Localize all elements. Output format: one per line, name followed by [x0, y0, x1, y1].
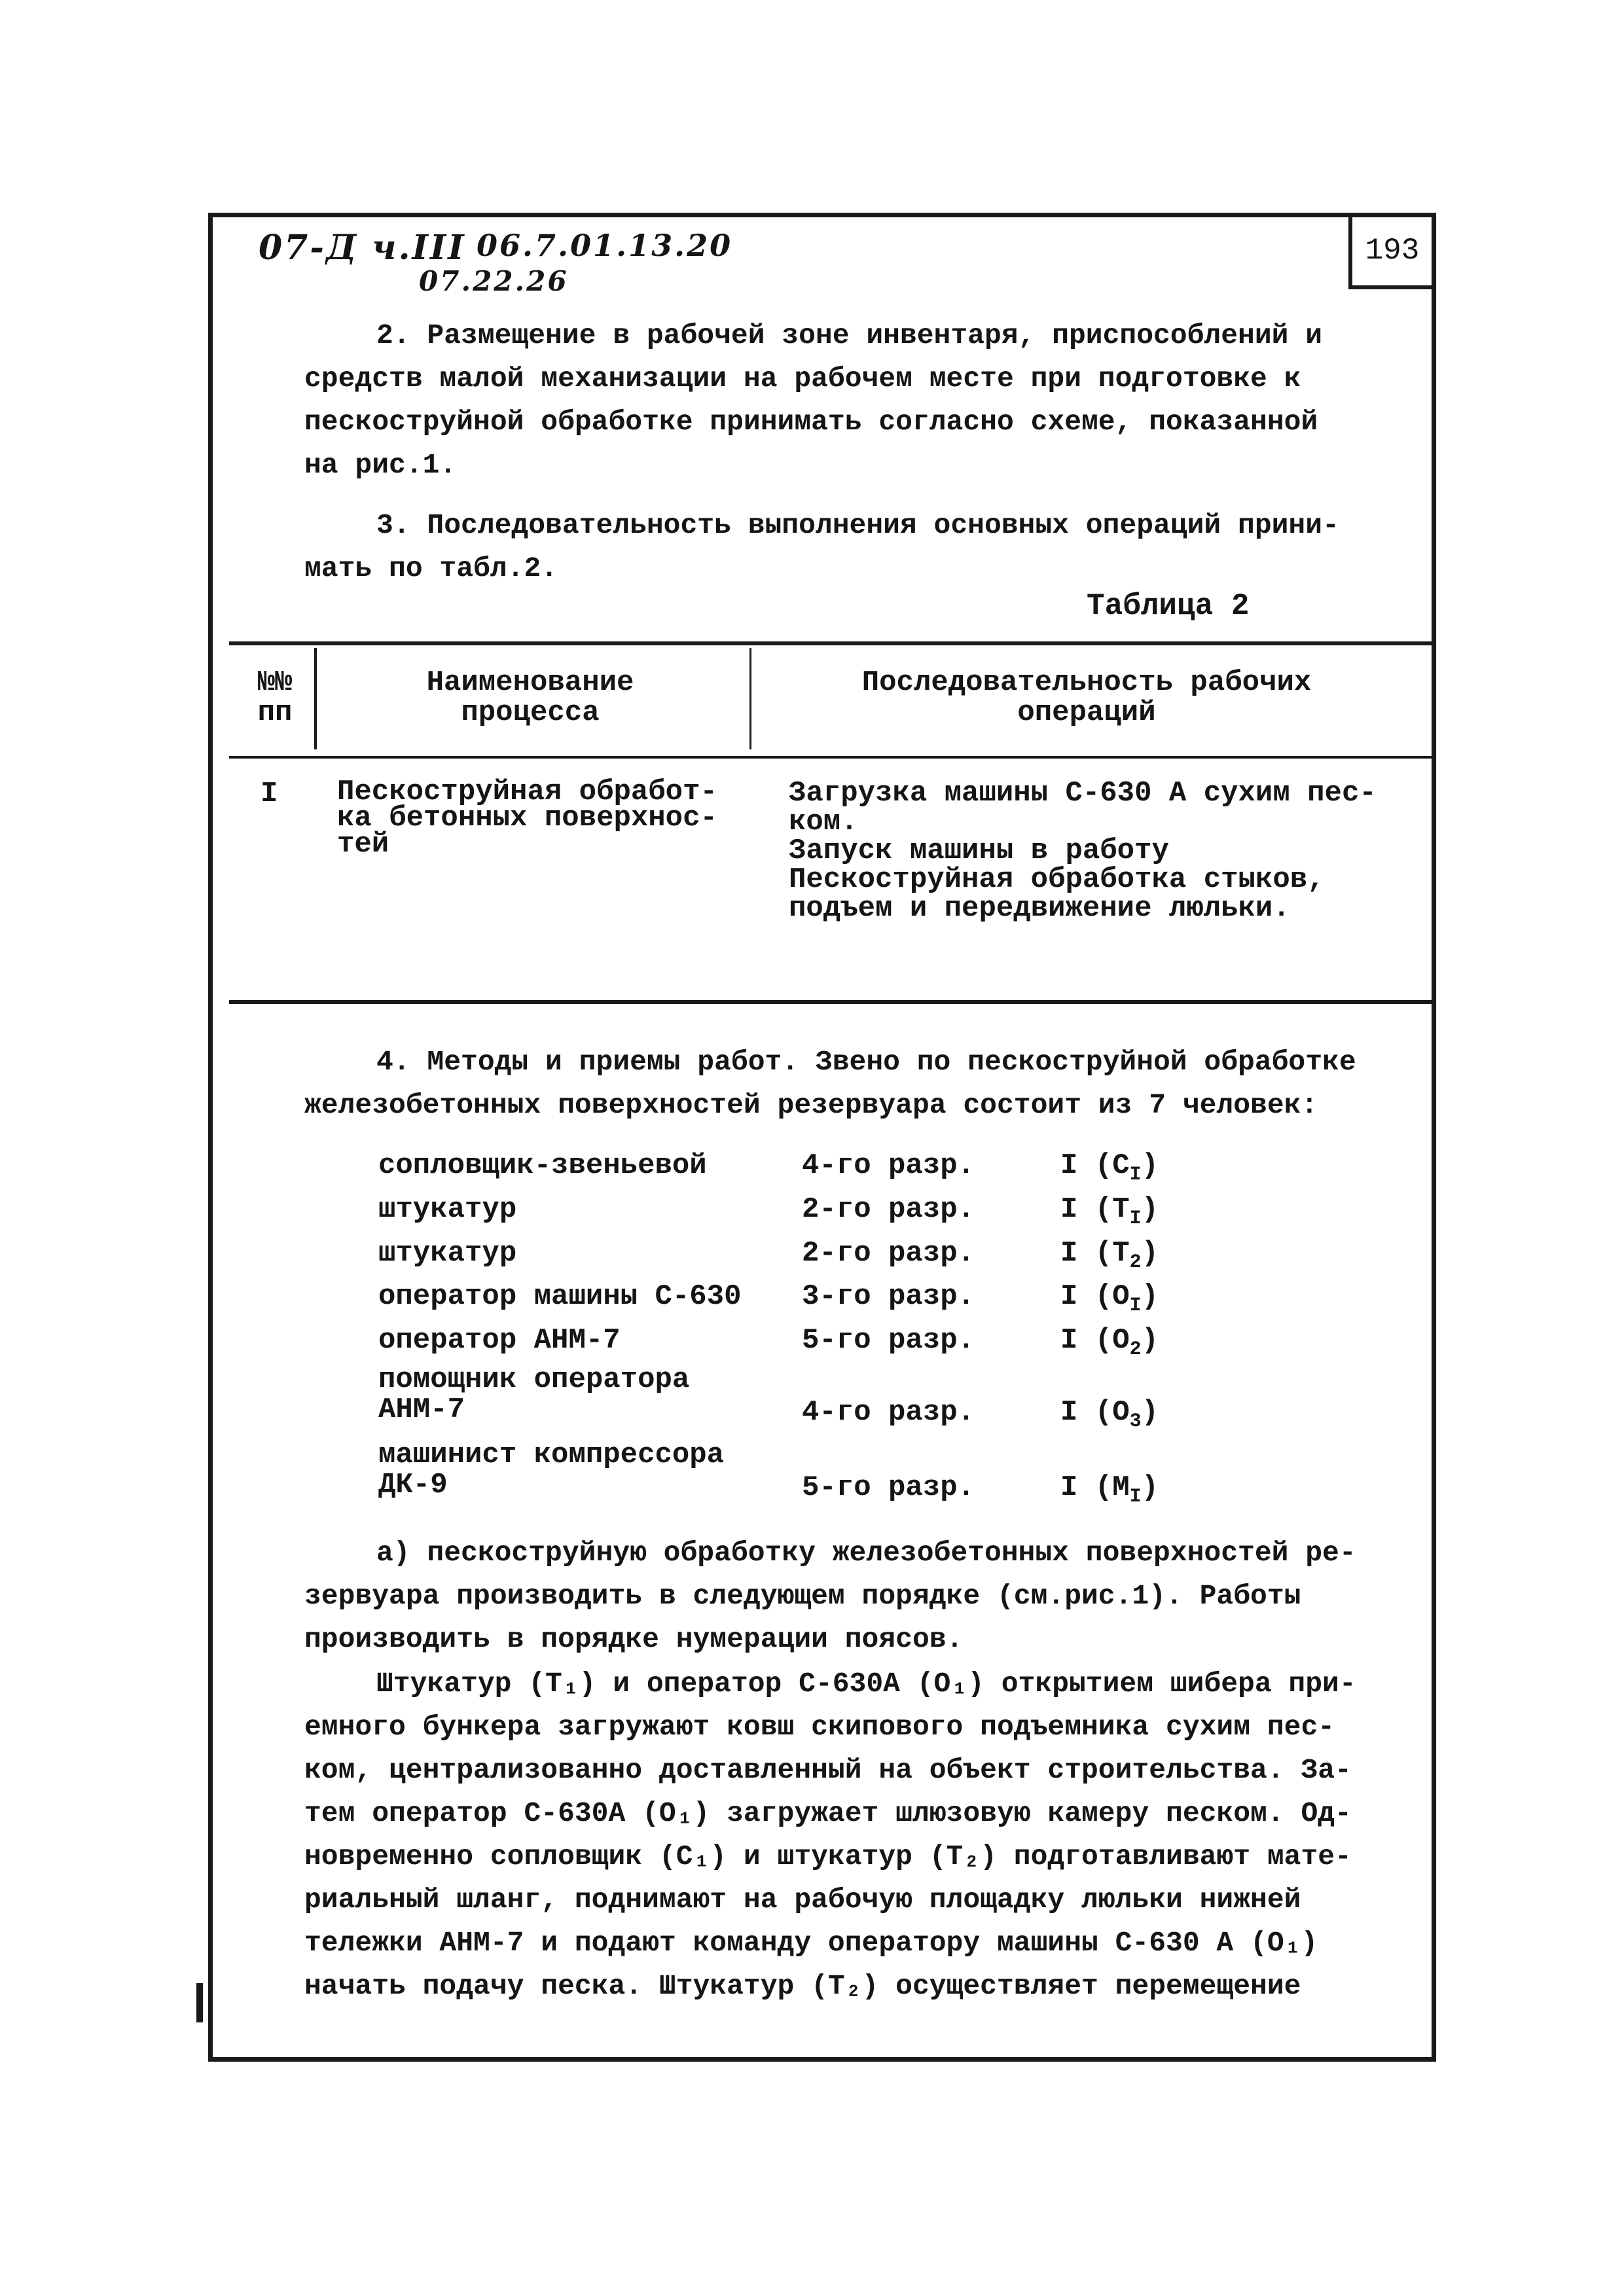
binding-mark — [196, 1983, 203, 2022]
paragraph-line: ком, централизованно доставленный на объект строительства. За- — [304, 1754, 1352, 1786]
cell-line: Пескоструйная обработка стыков, — [789, 863, 1325, 896]
header-text: Наименование — [426, 666, 634, 699]
paragraph-4 — [304, 1041, 1411, 1127]
crew-code-index: I — [1129, 1295, 1142, 1317]
table-header-rule — [229, 756, 1434, 759]
table-header-num — [242, 668, 308, 728]
paragraph-line: а) пескоструйную обработку железобетонных поверхностей ре- — [376, 1537, 1356, 1569]
paragraph-2 — [304, 314, 1411, 487]
crew-role: штукатур — [378, 1237, 517, 1270]
paragraph-line: 3. Последовательность выполнения основных операций прини- — [376, 509, 1339, 541]
doc-code: 07-Д ч.III — [259, 228, 466, 268]
crew-role — [378, 1440, 724, 1500]
crew-code: О — [1112, 1396, 1130, 1429]
crew-role — [378, 1365, 689, 1425]
crew-count: I — [1060, 1280, 1078, 1313]
paragraph-line: на рис.1. — [304, 449, 457, 481]
code-line1: 06.7.01.13.20 — [477, 228, 733, 263]
crew-code: М — [1112, 1471, 1130, 1504]
cell-line: Запуск машины в работу — [789, 834, 1169, 867]
header-text: операций — [1017, 696, 1156, 729]
crew-code-index: I — [1129, 1208, 1142, 1230]
table-col-divider — [749, 648, 751, 749]
crew-role: штукатур — [378, 1193, 517, 1226]
crew-count-code: I $(О_3)$ — [1060, 1396, 1159, 1433]
cell-line: ком. — [789, 806, 858, 838]
crew-code-index: 2 — [1129, 1251, 1142, 1274]
cell-line: тей — [337, 828, 389, 861]
paragraph-a — [304, 1532, 1411, 1661]
table-bottom-rule — [229, 1000, 1434, 1004]
cell-line: Загрузка машины С-630 А сухим пес- — [789, 777, 1377, 810]
crew-role-line: помощник оператора — [378, 1363, 690, 1396]
table-row-operations — [789, 779, 1377, 923]
paragraph-line: 4. Методы и приемы работ. Звено по пескоструйной обработке — [376, 1046, 1356, 1078]
crew-count-code: I $(О_I)$ — [1060, 1280, 1159, 1317]
paragraph-line: Штукатур (Т₁) и оператор С-630А (О₁) открытием шибера при- — [376, 1668, 1356, 1700]
paragraph-line: зервуара производить в следующем порядке (см.рис.1). Работы — [304, 1580, 1301, 1612]
table-header-process — [327, 668, 733, 728]
paragraph-line: тем оператор С-630А (О₁) загружает шлюзовую камеру песком. Од- — [304, 1797, 1352, 1829]
crew-grade: 2-го разр. — [802, 1193, 975, 1226]
table-row-process — [337, 776, 717, 861]
header-text: №№ — [257, 666, 293, 699]
crew-grade: 3-го разр. — [802, 1280, 975, 1313]
cell-line: подъем и передвижение люльки. — [789, 892, 1290, 925]
crew-role-line: ДК-9 — [378, 1469, 448, 1501]
crew-role-line: АНМ-7 — [378, 1393, 465, 1426]
crew-grade: 2-го разр. — [802, 1237, 975, 1270]
crew-count: I — [1060, 1193, 1078, 1226]
paragraph-3 — [304, 504, 1411, 590]
crew-code-index: I — [1129, 1164, 1142, 1186]
table-caption: Таблица 2 — [1087, 589, 1250, 623]
crew-count-code: I $(Т_2)$ — [1060, 1237, 1159, 1274]
crew-role: сопловщик-звеньевой — [378, 1149, 707, 1182]
crew-role: оператор машины С-630 — [378, 1280, 742, 1313]
crew-count: I — [1060, 1237, 1078, 1270]
crew-code-index: I — [1129, 1486, 1142, 1508]
crew-count: I — [1060, 1324, 1078, 1357]
paragraph-line: производить в порядке нумерации поясов. — [304, 1623, 964, 1655]
crew-count-code: I $(О_2)$ — [1060, 1324, 1159, 1361]
paragraph-line: тележки АНМ-7 и подают команду оператору машины С-630 А (О₁) — [304, 1927, 1318, 1959]
crew-role-line: машинист компрессора — [378, 1439, 725, 1471]
code-line2: 07.22.26 — [419, 265, 569, 297]
paragraph-line: железобетонных поверхностей резервуара состоит из 7 человек: — [304, 1089, 1318, 1121]
crew-count: I — [1060, 1149, 1078, 1182]
paragraph-line: мать по табл.2. — [304, 552, 558, 584]
paragraph-b — [304, 1662, 1411, 2008]
table-row-num: I — [261, 778, 278, 810]
header-text: процесса — [461, 696, 600, 729]
crew-grade: 5-го разр. — [802, 1324, 975, 1357]
cell-line: Пескоструйная обработ- — [337, 776, 717, 808]
table-col-divider — [314, 648, 317, 749]
paragraph-line: новременно сопловщик (С₁) и штукатур (Т₂) подготавливают мате- — [304, 1840, 1352, 1873]
crew-grade: 5-го разр. — [802, 1471, 975, 1504]
table-top-rule — [229, 641, 1434, 645]
paragraph-line: риальный шланг, поднимают на рабочую площадку люльки нижней — [304, 1884, 1301, 1916]
crew-count: I — [1060, 1396, 1078, 1429]
crew-grade: 4-го разр. — [802, 1396, 975, 1429]
paragraph-line: пескоструйной обработке принимать согласно схеме, показанной — [304, 406, 1318, 438]
crew-code: Т — [1112, 1237, 1130, 1270]
crew-role: оператор АНМ-7 — [378, 1324, 621, 1357]
crew-code: О — [1112, 1280, 1130, 1313]
header-text: Последовательность рабочих — [861, 666, 1312, 699]
crew-count-code: I $(Т_I)$ — [1060, 1193, 1159, 1230]
crew-code: С — [1112, 1149, 1130, 1182]
table-header-operations — [759, 668, 1414, 728]
crew-code-index: 3 — [1129, 1410, 1142, 1433]
crew-code-index: 2 — [1129, 1338, 1142, 1361]
crew-count-code: I $(С_I)$ — [1060, 1149, 1159, 1186]
crew-code: О — [1112, 1324, 1130, 1357]
paragraph-line: 2. Размещение в рабочей зоне инвентаря, приспособлений и — [376, 319, 1323, 351]
cell-line: ка бетонных поверхнос- — [337, 802, 717, 834]
paragraph-line: начать подачу песка. Штукатур (Т₂) осуществляет перемещение — [304, 1970, 1301, 2002]
header-text: пп — [257, 696, 293, 729]
crew-grade: 4-го разр. — [802, 1149, 975, 1182]
crew-code: Т — [1112, 1193, 1130, 1226]
paragraph-line: средств малой механизации на рабочем месте при подготовке к — [304, 363, 1301, 395]
crew-count-code: I $(М_I)$ — [1060, 1471, 1159, 1508]
crew-count: I — [1060, 1471, 1078, 1504]
paragraph-line: емного бункера загружают ковш скипового подъемника сухим пес- — [304, 1711, 1335, 1743]
page-number: 193 — [1348, 216, 1432, 289]
